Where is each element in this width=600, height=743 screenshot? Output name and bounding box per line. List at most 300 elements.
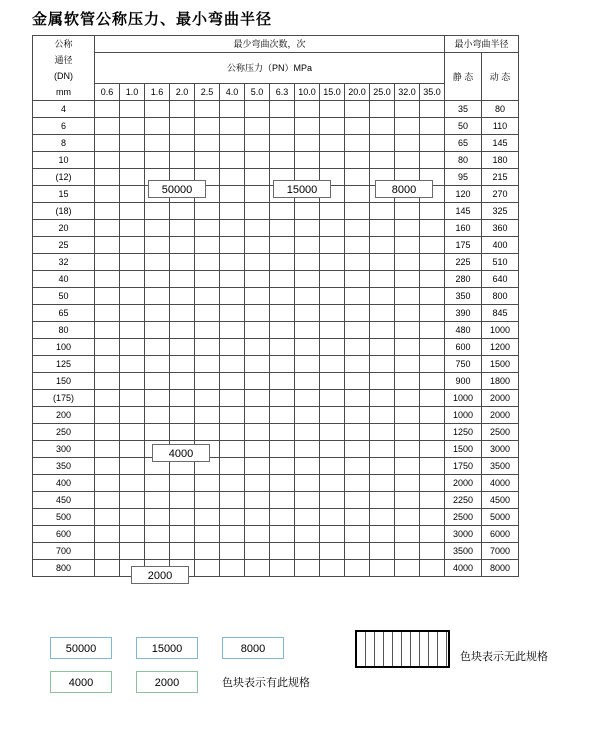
pressure-cell: [295, 152, 320, 169]
pressure-col-header: 0.6: [95, 84, 120, 101]
pressure-cell: [195, 543, 220, 560]
pressure-cell: [170, 356, 195, 373]
radius-dynamic-cell: 510: [482, 254, 519, 271]
pressure-cell: [120, 203, 145, 220]
pressure-cell: [420, 152, 445, 169]
radius-static-cell: 1500: [445, 441, 482, 458]
pressure-cell: [120, 169, 145, 186]
pressure-cell: [95, 424, 120, 441]
legend-box-4000: 4000: [50, 671, 112, 693]
pressure-cell: [295, 220, 320, 237]
pressure-cell: [220, 152, 245, 169]
pressure-col-header: 10.0: [295, 84, 320, 101]
pressure-cell: [370, 526, 395, 543]
pressure-cell: [420, 441, 445, 458]
pressure-col-header: 2.0: [170, 84, 195, 101]
pressure-cell: [245, 305, 270, 322]
pressure-cell: [95, 407, 120, 424]
legend-empty-note: 色块表示无此规格: [460, 651, 548, 663]
overlay-value-label: 4000: [152, 444, 210, 462]
pressure-cell: [420, 526, 445, 543]
radius-static-cell: 900: [445, 373, 482, 390]
radius-dynamic-cell: 325: [482, 203, 519, 220]
dn-value-cell: 15: [33, 186, 95, 203]
pressure-cell: [95, 475, 120, 492]
pressure-cell: [370, 220, 395, 237]
pressure-cell: [195, 254, 220, 271]
pressure-cell: [245, 254, 270, 271]
pressure-cell: [195, 492, 220, 509]
pressure-cell: [145, 407, 170, 424]
pressure-cell: [170, 220, 195, 237]
table-row: [33, 560, 519, 577]
pressure-cell: [270, 339, 295, 356]
pressure-cell: [95, 339, 120, 356]
pressure-cell: [345, 390, 370, 407]
pressure-cell: [220, 543, 245, 560]
pressure-cell: [270, 509, 295, 526]
radius-static-cell: 750: [445, 356, 482, 373]
radius-dynamic-cell: 5000: [482, 509, 519, 526]
table-row: [33, 135, 519, 152]
table-row: [33, 203, 519, 220]
pressure-cell: [395, 305, 420, 322]
pressure-cell: [370, 118, 395, 135]
pressure-cell: [370, 458, 395, 475]
table-row: [33, 543, 519, 560]
pressure-cell: [145, 288, 170, 305]
radius-dynamic-cell: 2000: [482, 407, 519, 424]
pressure-cell: [220, 288, 245, 305]
pressure-cell: [295, 458, 320, 475]
pressure-cell: [220, 101, 245, 118]
pressure-cell: [95, 509, 120, 526]
pressure-cell: [270, 254, 295, 271]
pressure-cell: [345, 543, 370, 560]
pressure-cell: [345, 492, 370, 509]
pressure-cell: [420, 135, 445, 152]
radius-static-cell: 1250: [445, 424, 482, 441]
pressure-cell: [245, 322, 270, 339]
legend-box-50000: 50000: [50, 637, 112, 659]
pressure-cell: [420, 458, 445, 475]
pressure-cell: [145, 424, 170, 441]
pressure-cell: [420, 254, 445, 271]
pressure-cell: [395, 356, 420, 373]
pressure-cell: [270, 458, 295, 475]
pressure-cell: [395, 203, 420, 220]
pressure-cell: [270, 305, 295, 322]
pressure-cell: [370, 339, 395, 356]
pressure-cell: [270, 475, 295, 492]
pressure-cell: [145, 101, 170, 118]
pressure-cell: [145, 271, 170, 288]
pressure-cell: [295, 339, 320, 356]
pressure-cell: [170, 237, 195, 254]
pressure-cell: [95, 118, 120, 135]
pressure-cell: [195, 101, 220, 118]
pressure-cell: [320, 373, 345, 390]
table-row: [33, 373, 519, 390]
pressure-cell: [145, 509, 170, 526]
dn-value-cell: 600: [33, 526, 95, 543]
table-row: [33, 220, 519, 237]
dn-value-cell: 32: [33, 254, 95, 271]
header-row-1: [33, 36, 519, 53]
pressure-cell: [270, 118, 295, 135]
pressure-cell: [295, 271, 320, 288]
table-row: [33, 492, 519, 509]
pressure-cell: [220, 339, 245, 356]
pressure-cell: [195, 220, 220, 237]
pressure-cell: [95, 543, 120, 560]
pressure-cell: [220, 509, 245, 526]
pressure-cell: [170, 339, 195, 356]
pressure-cell: [220, 424, 245, 441]
pressure-cell: [170, 509, 195, 526]
pressure-cell: [120, 390, 145, 407]
radius-static-cell: 95: [445, 169, 482, 186]
table-row: [33, 356, 519, 373]
pressure-cell: [295, 254, 320, 271]
pressure-cell: [295, 101, 320, 118]
header-row-2: [33, 53, 519, 84]
pressure-cell: [270, 237, 295, 254]
pressure-cell: [245, 152, 270, 169]
pressure-cell: [320, 458, 345, 475]
pressure-cell: [320, 526, 345, 543]
pressure-cell: [95, 526, 120, 543]
legend-empty-swatch-wrap: [355, 630, 450, 668]
pressure-cell: [370, 424, 395, 441]
pressure-cell: [270, 441, 295, 458]
pressure-cell: [395, 373, 420, 390]
pressure-cell: [145, 492, 170, 509]
pressure-cell: [270, 407, 295, 424]
pressure-cell: [420, 101, 445, 118]
dn-value-cell: 350: [33, 458, 95, 475]
pressure-cell: [345, 101, 370, 118]
pressure-cell: [145, 152, 170, 169]
radius-dynamic-cell: 8000: [482, 560, 519, 577]
pressure-cell: [195, 390, 220, 407]
pressure-cell: [220, 390, 245, 407]
pressure-cell: [370, 407, 395, 424]
pressure-cell: [420, 203, 445, 220]
pressure-cell: [295, 424, 320, 441]
pressure-cell: [420, 492, 445, 509]
pressure-cell: [420, 305, 445, 322]
table-row: [33, 118, 519, 135]
pressure-cell: [120, 492, 145, 509]
dn-value-cell: 700: [33, 543, 95, 560]
radius-static-cell: 480: [445, 322, 482, 339]
pressure-cell: [295, 305, 320, 322]
table-row: [33, 288, 519, 305]
pressure-cell: [420, 509, 445, 526]
radius-dynamic-cell: 3000: [482, 441, 519, 458]
pressure-cell: [245, 424, 270, 441]
pressure-cell: [195, 509, 220, 526]
pressure-cell: [95, 492, 120, 509]
radius-dynamic-cell: 270: [482, 186, 519, 203]
pressure-cell: [170, 373, 195, 390]
pressure-cell: [345, 339, 370, 356]
pressure-cell: [120, 220, 145, 237]
pressure-cell: [295, 203, 320, 220]
radius-dynamic-cell: 845: [482, 305, 519, 322]
pressure-cell: [395, 407, 420, 424]
pressure-cell: [195, 560, 220, 577]
table-row: [33, 526, 519, 543]
pressure-cell: [270, 203, 295, 220]
pressure-cell: [420, 271, 445, 288]
pressure-cell: [145, 390, 170, 407]
spec-table: [32, 35, 519, 577]
dn-value-cell: 80: [33, 322, 95, 339]
dn-value-cell: 50: [33, 288, 95, 305]
pressure-cell: [295, 526, 320, 543]
pressure-cell: [170, 492, 195, 509]
pressure-cell: [170, 271, 195, 288]
pressure-cell: [245, 543, 270, 560]
pressure-cell: [420, 390, 445, 407]
pressure-cell: [95, 237, 120, 254]
pressure-cell: [195, 356, 220, 373]
pressure-cell: [370, 560, 395, 577]
pressure-cell: [220, 475, 245, 492]
dn-header-line-3: (DN): [54, 71, 73, 81]
pressure-cell: [145, 526, 170, 543]
pressure-cell: [295, 322, 320, 339]
dn-value-cell: (18): [33, 203, 95, 220]
pressure-cell: [320, 237, 345, 254]
radius-dynamic-cell: 180: [482, 152, 519, 169]
pressure-cell: [95, 186, 120, 203]
pressure-cell: [195, 118, 220, 135]
pressure-cell: [245, 339, 270, 356]
pressure-cell: [320, 356, 345, 373]
pressure-cell: [270, 288, 295, 305]
pressure-cell: [245, 458, 270, 475]
pressure-cell: [170, 254, 195, 271]
table-row: [33, 271, 519, 288]
pressure-cell: [320, 543, 345, 560]
pressure-cell: [345, 135, 370, 152]
dn-value-cell: (175): [33, 390, 95, 407]
legend-box-15000: 15000: [136, 637, 198, 659]
pressure-cell: [245, 407, 270, 424]
pressure-cell: [195, 203, 220, 220]
table-row: [33, 101, 519, 118]
pressure-cell: [295, 373, 320, 390]
pressure-cell: [345, 560, 370, 577]
pressure-cell: [345, 441, 370, 458]
dn-value-cell: (12): [33, 169, 95, 186]
pressure-cell: [220, 373, 245, 390]
pressure-cell: [370, 356, 395, 373]
pressure-col-header: 25.0: [370, 84, 395, 101]
pressure-cell: [420, 373, 445, 390]
pressure-cell: [245, 271, 270, 288]
radius-dynamic-cell: 360: [482, 220, 519, 237]
dn-header-line-2: 通径: [54, 55, 73, 65]
pressure-cell: [220, 135, 245, 152]
radius-dynamic-cell: 215: [482, 169, 519, 186]
pressure-cell: [170, 322, 195, 339]
pressure-cell: [370, 305, 395, 322]
radius-static-cell: 350: [445, 288, 482, 305]
pressure-cell: [120, 118, 145, 135]
pressure-cell: [245, 237, 270, 254]
pressure-cell: [245, 441, 270, 458]
pressure-cell: [220, 492, 245, 509]
pressure-cell: [295, 441, 320, 458]
pressure-header: 公称压力（PN）MPa: [95, 53, 445, 84]
pressure-cell: [395, 390, 420, 407]
pressure-cell: [120, 339, 145, 356]
pressure-cell: [120, 135, 145, 152]
dn-value-cell: 6: [33, 118, 95, 135]
page-title: 金属软管公称压力、最小弯曲半径: [32, 12, 273, 28]
pressure-cell: [395, 220, 420, 237]
pressure-cell: [320, 271, 345, 288]
pressure-cell: [220, 186, 245, 203]
pressure-cell: [270, 373, 295, 390]
pressure-cell: [245, 560, 270, 577]
pressure-cell: [370, 492, 395, 509]
pressure-cell: [195, 424, 220, 441]
pressure-cell: [320, 509, 345, 526]
pressure-cell: [345, 186, 370, 203]
pressure-cell: [420, 356, 445, 373]
radius-dynamic-cell: 1500: [482, 356, 519, 373]
dn-header-line-1: 公称: [54, 39, 73, 49]
pressure-cell: [270, 135, 295, 152]
pressure-cell: [95, 458, 120, 475]
radius-static-cell: 35: [445, 101, 482, 118]
table-row: [33, 407, 519, 424]
pressure-cell: [345, 237, 370, 254]
pressure-cell: [195, 373, 220, 390]
pressure-cell: [395, 237, 420, 254]
pressure-cell: [145, 203, 170, 220]
pressure-cell: [245, 186, 270, 203]
pressure-cell: [345, 407, 370, 424]
pressure-cell: [320, 441, 345, 458]
pressure-cell: [320, 339, 345, 356]
table-row: [33, 152, 519, 169]
pressure-cell: [370, 254, 395, 271]
pressure-cell: [320, 390, 345, 407]
dn-value-cell: 65: [33, 305, 95, 322]
pressure-cell: [345, 475, 370, 492]
pressure-cell: [245, 203, 270, 220]
pressure-cell: [395, 288, 420, 305]
pressure-cell: [370, 288, 395, 305]
pressure-cell: [395, 118, 420, 135]
pressure-cell: [320, 424, 345, 441]
pressure-cell: [120, 237, 145, 254]
pressure-cell: [420, 560, 445, 577]
pressure-cell: [295, 356, 320, 373]
overlay-value-label: 50000: [148, 180, 206, 198]
pressure-cell: [220, 118, 245, 135]
pressure-cell: [370, 152, 395, 169]
pressure-cell: [270, 492, 295, 509]
radius-static-cell: 1000: [445, 390, 482, 407]
pressure-cell: [245, 135, 270, 152]
pressure-cell: [145, 254, 170, 271]
radius-dynamic-cell: 4500: [482, 492, 519, 509]
pressure-cell: [345, 509, 370, 526]
radius-dynamic-cell: 1800: [482, 373, 519, 390]
pressure-cell: [370, 509, 395, 526]
pressure-cell: [145, 339, 170, 356]
pressure-cell: [420, 407, 445, 424]
radius-static-cell: 145: [445, 203, 482, 220]
pressure-cell: [95, 288, 120, 305]
pressure-cell: [420, 118, 445, 135]
overlay-value-label: 8000: [375, 180, 433, 198]
pressure-cell: [245, 492, 270, 509]
pressure-cell: [120, 526, 145, 543]
pressure-cell: [320, 288, 345, 305]
pressure-cell: [370, 373, 395, 390]
radius-static-cell: 1000: [445, 407, 482, 424]
pressure-cell: [345, 152, 370, 169]
radius-static-cell: 160: [445, 220, 482, 237]
radius-static-cell: 1750: [445, 458, 482, 475]
pressure-cell: [120, 322, 145, 339]
radius-dynamic-cell: 6000: [482, 526, 519, 543]
table-row: [33, 424, 519, 441]
pressure-cell: [420, 543, 445, 560]
pressure-cell: [270, 543, 295, 560]
pressure-cell: [395, 322, 420, 339]
pressure-cell: [220, 526, 245, 543]
pressure-cell: [220, 203, 245, 220]
table-body: [33, 101, 519, 577]
pressure-cell: [295, 407, 320, 424]
pressure-cell: [395, 526, 420, 543]
pressure-cell: [170, 305, 195, 322]
pressure-cell: [370, 101, 395, 118]
dn-value-cell: 125: [33, 356, 95, 373]
pressure-cell: [420, 220, 445, 237]
pressure-cell: [145, 118, 170, 135]
pressure-cell: [345, 254, 370, 271]
pressure-cell: [195, 271, 220, 288]
pressure-cell: [395, 135, 420, 152]
pressure-cell: [220, 254, 245, 271]
pressure-cell: [145, 373, 170, 390]
dn-value-cell: 250: [33, 424, 95, 441]
radius-static-cell: 3500: [445, 543, 482, 560]
pressure-cell: [395, 152, 420, 169]
pressure-cell: [395, 560, 420, 577]
pressure-cell: [95, 356, 120, 373]
pressure-cell: [320, 492, 345, 509]
overlay-value-label: 15000: [273, 180, 331, 198]
pressure-cell: [345, 373, 370, 390]
pressure-cell: [120, 186, 145, 203]
pressure-cell: [145, 543, 170, 560]
pressure-cell: [345, 356, 370, 373]
pressure-cell: [345, 220, 370, 237]
pressure-cell: [395, 101, 420, 118]
pressure-cell: [420, 288, 445, 305]
